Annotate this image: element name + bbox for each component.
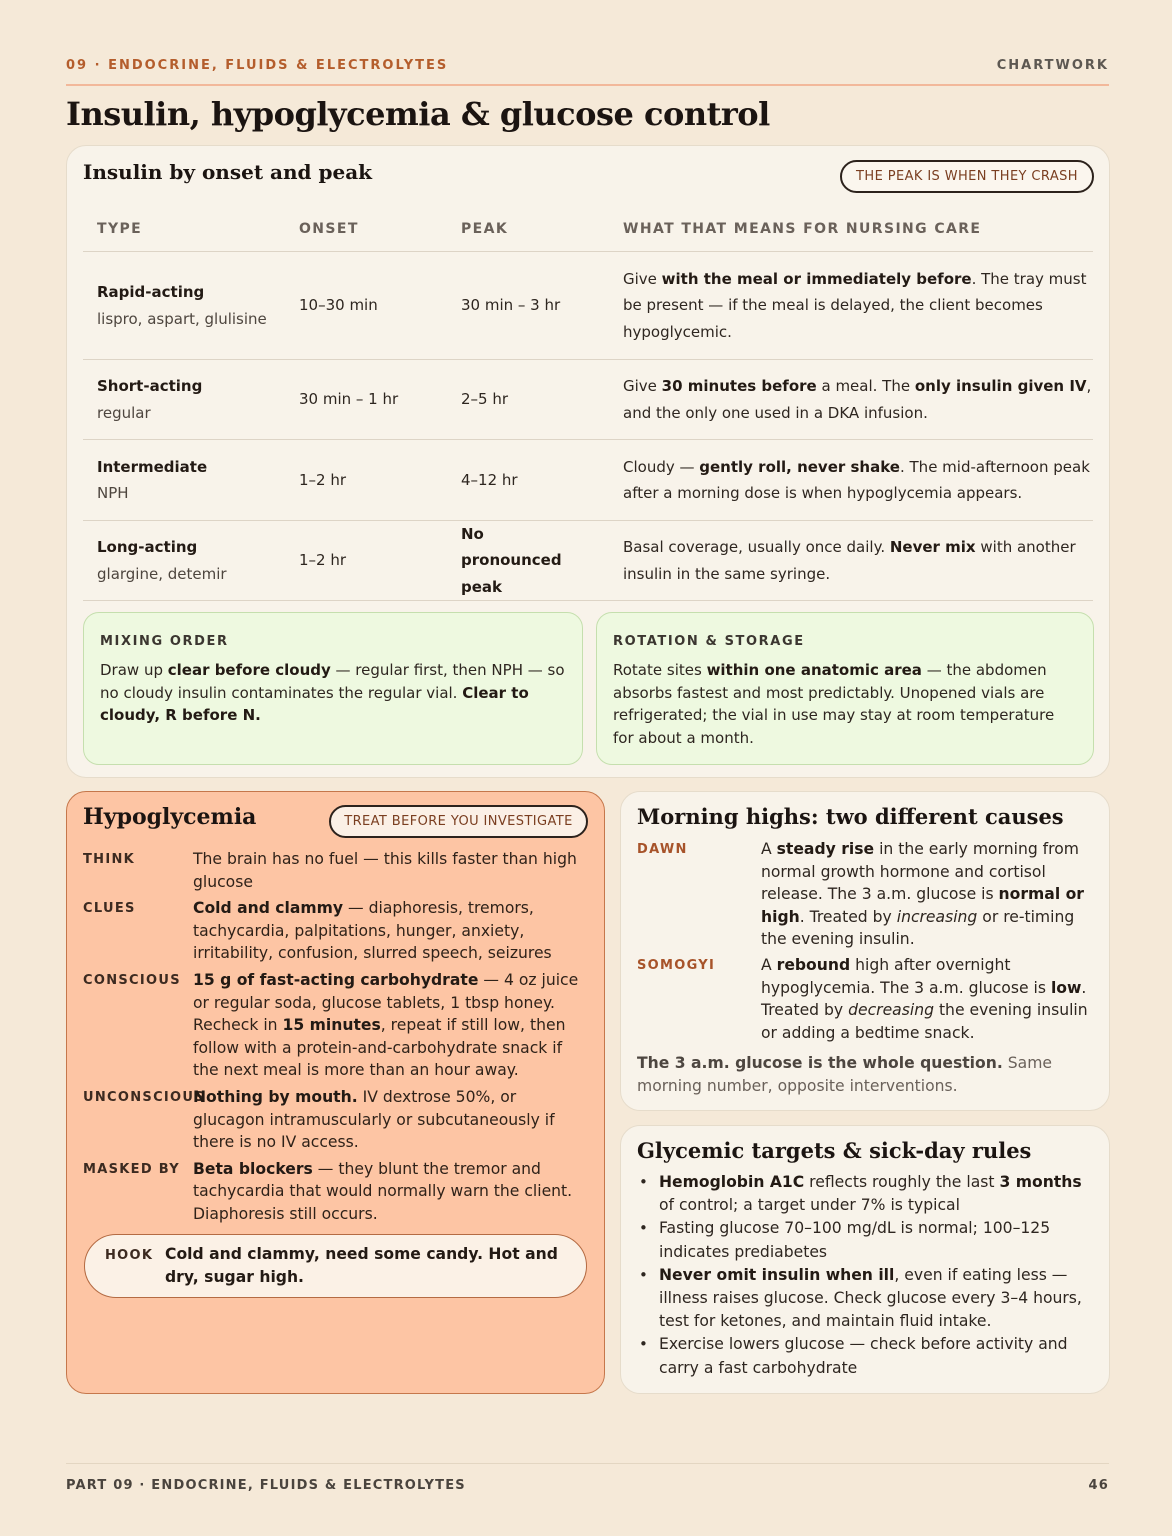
insulin-peak-cell: No pronounced peak xyxy=(461,524,562,596)
insulin-peak-cell: 4–12 hr xyxy=(461,470,518,489)
insulin-row xyxy=(83,252,1093,360)
list-item: • Exercise lowers glucose — check before activity and carry a fast carbohydrate xyxy=(637,1333,1095,1379)
insulin-row xyxy=(83,521,1093,601)
hypoglycemia-row-label: CONSCIOUS xyxy=(83,972,181,988)
hypoglycemia-title: Hypoglycemia xyxy=(83,804,257,830)
insulin-examples: NPH xyxy=(97,484,129,502)
mixing-order-label: MIXING ORDER xyxy=(100,634,229,649)
rotation-storage-box xyxy=(596,612,1094,765)
insulin-card-title: Insulin by onset and peak xyxy=(83,160,373,184)
hypoglycemia-row-clues xyxy=(83,897,590,965)
insulin-row xyxy=(83,440,1093,521)
column-header-care: WHAT THAT MEANS FOR NURSING CARE xyxy=(623,220,982,237)
hypoglycemia-row-think xyxy=(83,848,590,893)
somogyi-row xyxy=(637,954,1095,1044)
hypoglycemia-row-label: CLUES xyxy=(83,901,136,917)
morning-highs-card xyxy=(620,791,1110,1111)
hypoglycemia-row-text: The brain has no fuel — this kills faster than high glucose xyxy=(193,850,577,891)
insulin-onset-cell: 1–2 hr xyxy=(299,551,347,570)
rotation-storage-text: Rotate sites within one anatomic area — the abdomen absorbs fastest and most predictably. Unopened vials are refrigerated; the vial in use may stay at room temperature for about a month. xyxy=(613,661,1055,747)
hook-label: HOOK xyxy=(105,1248,154,1263)
morning-highs-footnote: The 3 a.m. glucose is the whole question. Same morning number, opposite interventions. xyxy=(637,1054,1052,1095)
list-item: • Fasting glucose 70–100 mg/dL is normal; 100–125 indicates prediabetes xyxy=(637,1217,1095,1263)
glycemic-targets-card xyxy=(620,1125,1110,1394)
somogyi-label: SOMOGYI xyxy=(637,958,716,973)
insulin-peak-cell: 30 min – 3 hr xyxy=(461,296,561,315)
insulin-table-header xyxy=(83,206,1093,252)
insulin-peak-cell: 2–5 hr xyxy=(461,390,509,409)
column-header-onset: ONSET xyxy=(299,220,359,237)
page-title: Insulin, hypoglycemia & glucose control xyxy=(66,95,770,133)
insulin-type-cell xyxy=(83,534,285,587)
brand-label: CHARTWORK xyxy=(996,58,1109,73)
column-header-type: TYPE xyxy=(97,220,143,237)
insulin-examples: regular xyxy=(97,403,151,422)
dawn-text: A steady rise in the early morning from normal growth hormone and cortisol release. The 3 a.m. glucose is normal or high. Treated by increasing or re-timing the evening insulin. xyxy=(761,840,1085,949)
hypoglycemia-row-label: UNCONSCIOUS xyxy=(83,1089,205,1105)
insulin-pill-badge: THE PEAK IS WHEN THEY CRASH xyxy=(840,160,1094,193)
section-label: 09 · ENDOCRINE, FLUIDS & ELECTROLYTES xyxy=(66,58,449,73)
insulin-onset-cell: 10–30 min xyxy=(299,296,378,315)
column-header-peak: PEAK xyxy=(461,220,509,237)
somogyi-text: A rebound high after overnight hypoglycemia. The 3 a.m. glucose is low. Treated by decreasing the evening insulin or adding a bedtime snack. xyxy=(761,956,1088,1042)
insulin-type-cell xyxy=(83,373,285,426)
hypoglycemia-row-masked-by xyxy=(83,1158,590,1226)
hypoglycemia-row-conscious xyxy=(83,969,590,1082)
hypoglycemia-row-label: MASKED BY xyxy=(83,1161,180,1177)
hypoglycemia-row-text: 15 g of fast-acting carbohydrate — 4 oz juice or regular soda, glucose tablets, 1 tbsp honey. Recheck in 15 minutes, repeat if still low, then follow with a protein-and-carbohydrate snack if the next meal is more than an hour away. xyxy=(193,970,579,1080)
insulin-examples: lispro, aspart, glulisine xyxy=(97,309,267,328)
hook-text: Cold and clammy, need some candy. Hot and dry, sugar high. xyxy=(165,1245,558,1286)
glycemic-targets-list xyxy=(637,1171,1095,1380)
glycemic-targets-title: Glycemic targets & sick-day rules xyxy=(637,1138,1032,1163)
insulin-type-name: Short-acting xyxy=(97,377,203,395)
list-item: • Hemoglobin A1C reflects roughly the last 3 months of control; a target under 7% is typical xyxy=(637,1171,1095,1217)
page-footer xyxy=(66,1463,1109,1493)
insulin-type-cell xyxy=(83,279,285,332)
insulin-card xyxy=(66,145,1110,778)
hypoglycemia-row-text: Cold and clammy — diaphoresis, tremors, tachycardia, palpitations, hunger, anxiety, irritability, confusion, slurred speech, seizures xyxy=(193,899,552,963)
insulin-type-cell xyxy=(83,454,285,507)
hypoglycemia-rows xyxy=(83,848,590,1230)
page-number: 46 xyxy=(1088,1478,1109,1493)
insulin-type-name: Intermediate xyxy=(97,457,208,476)
insulin-care-cell: Give 30 minutes before a meal. The only insulin given IV, and the only one used in a DKA infusion. xyxy=(623,377,1092,422)
dawn-row xyxy=(637,838,1095,951)
hypoglycemia-row-unconscious xyxy=(83,1086,590,1154)
insulin-care-cell: Give with the meal or immediately before. The tray must be present — if the meal is delayed, the client becomes hypoglycemic. xyxy=(623,269,1087,341)
insulin-onset-cell: 1–2 hr xyxy=(299,470,347,489)
insulin-care-cell: Cloudy — gently roll, never shake. The mid-afternoon peak after a morning dose is when hypoglycemia appears. xyxy=(623,457,1090,502)
hypoglycemia-row-label: THINK xyxy=(83,852,136,867)
insulin-examples: glargine, detemir xyxy=(97,564,227,583)
hypoglycemia-row-text: Nothing by mouth. IV dextrose 50%, or glucagon intramuscularly or subcutaneously if there is no IV access. xyxy=(193,1087,555,1152)
insulin-onset-cell: 30 min – 1 hr xyxy=(299,390,399,409)
hypoglycemia-row-text: Beta blockers — they blunt the tremor and tachycardia that would normally warn the client. Diaphoresis still occurs. xyxy=(193,1159,573,1223)
list-item: • Never omit insulin when ill, even if eating less — illness raises glucose. Check glucose every 3–4 hours, test for ketones, and maintain fluid intake. xyxy=(637,1264,1095,1334)
mnemonic-hook xyxy=(84,1234,587,1298)
page-header xyxy=(66,58,1109,86)
insulin-care-cell: Basal coverage, usually once daily. Never mix with another insulin in the same syringe. xyxy=(623,538,1076,583)
insulin-table xyxy=(83,206,1093,601)
insulin-type-name: Long-acting xyxy=(97,538,198,556)
dawn-label: DAWN xyxy=(637,842,688,857)
hypoglycemia-pill-badge: TREAT BEFORE YOU INVESTIGATE xyxy=(329,805,588,838)
footer-section-label: PART 09 · ENDOCRINE, FLUIDS & ELECTROLYTES xyxy=(66,1478,466,1493)
insulin-row xyxy=(83,360,1093,440)
mixing-order-text: Draw up clear before cloudy — regular first, then NPH — so no cloudy insulin contaminates the regular vial. Clear to cloudy, R before N. xyxy=(100,661,565,724)
rotation-storage-label: ROTATION & STORAGE xyxy=(613,634,805,649)
insulin-type-name: Rapid-acting xyxy=(97,283,205,301)
mixing-order-box xyxy=(83,612,583,765)
hypoglycemia-card xyxy=(66,791,605,1394)
morning-highs-title: Morning highs: two different causes xyxy=(637,804,1064,829)
